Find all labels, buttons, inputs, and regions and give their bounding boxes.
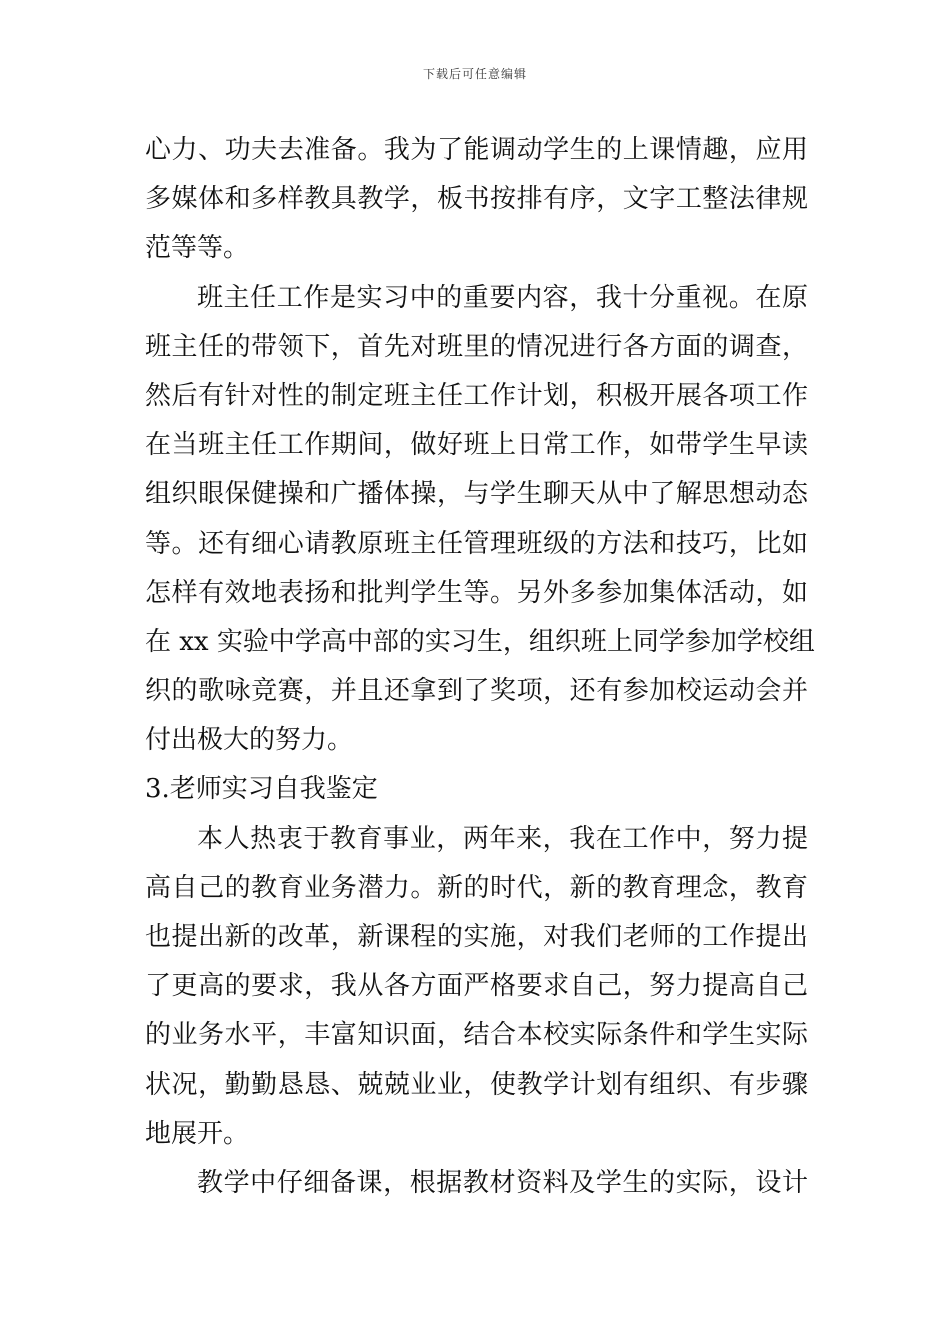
text-line: 怎样有效地表扬和批判学生等。另外多参加集体活动，如 [145, 577, 808, 608]
text-line: 也提出新的改革，新课程的实施，对我们老师的工作提出 [145, 922, 808, 952]
text-line: 心力、功夫去准备。我为了能调动学生的上课情趣，应用 [145, 135, 808, 165]
text-line: 地展开。 [145, 1118, 250, 1149]
text-line: 3.老师实习自我鉴定 [145, 774, 378, 805]
text-line: 组织眼保健操和广播体操，与学生聊天从中了解思想动态 [145, 479, 808, 510]
paragraph [145, 815, 808, 1159]
text-line: 付出极大的努力。 [145, 725, 354, 756]
paragraph [145, 1159, 808, 1208]
text-line: 教学中仔细备课，根据教材资料及学生的实际，设计 [197, 1167, 808, 1198]
text-line: 本人热衷于教育事业，两年来，我在工作中，努力提 [197, 823, 808, 854]
text-line: 多媒体和多样教具教学，板书按排有序，文字工整法律规 [145, 184, 808, 215]
paragraph [145, 274, 815, 766]
text-line: 范等等。 [145, 233, 250, 264]
text-line: 然后有针对性的制定班主任工作计划，积极开展各项工作 [145, 380, 808, 411]
text-line: 了更高的要求，我从各方面严格要求自己，努力提高自己 [145, 971, 808, 1002]
text-line: 状况，勤勤恳恳、兢兢业业，使教学计划有组织、有步骤 [145, 1069, 808, 1100]
text-line: 班主任工作是实习中的重要内容，我十分重视。在原 [197, 282, 808, 313]
text-line: 班主任的带领下，首先对班里的情况进行各方面的调查， [145, 331, 808, 362]
text-line: 在 xx 实验中学高中部的实习生，组织班上同学参加学校组 [145, 626, 815, 657]
text-line: 织的歌咏竞赛，并且还拿到了奖项，还有参加校运动会并 [145, 676, 808, 707]
section-heading [145, 765, 808, 814]
document-body [145, 126, 815, 1208]
paragraph [145, 126, 808, 274]
text-line: 在当班主任工作期间，做好班上日常工作，如带学生早读 [145, 430, 808, 461]
text-line: 等。还有细心请教原班主任管理班级的方法和技巧，比如 [145, 528, 808, 559]
text-line: 的业务水平，丰富知识面，结合本校实际条件和学生实际 [145, 1020, 808, 1051]
text-line: 高自己的教育业务潜力。新的时代，新的教育理念，教育 [145, 872, 808, 903]
page-header: 下载后可任意编辑 [422, 67, 527, 81]
